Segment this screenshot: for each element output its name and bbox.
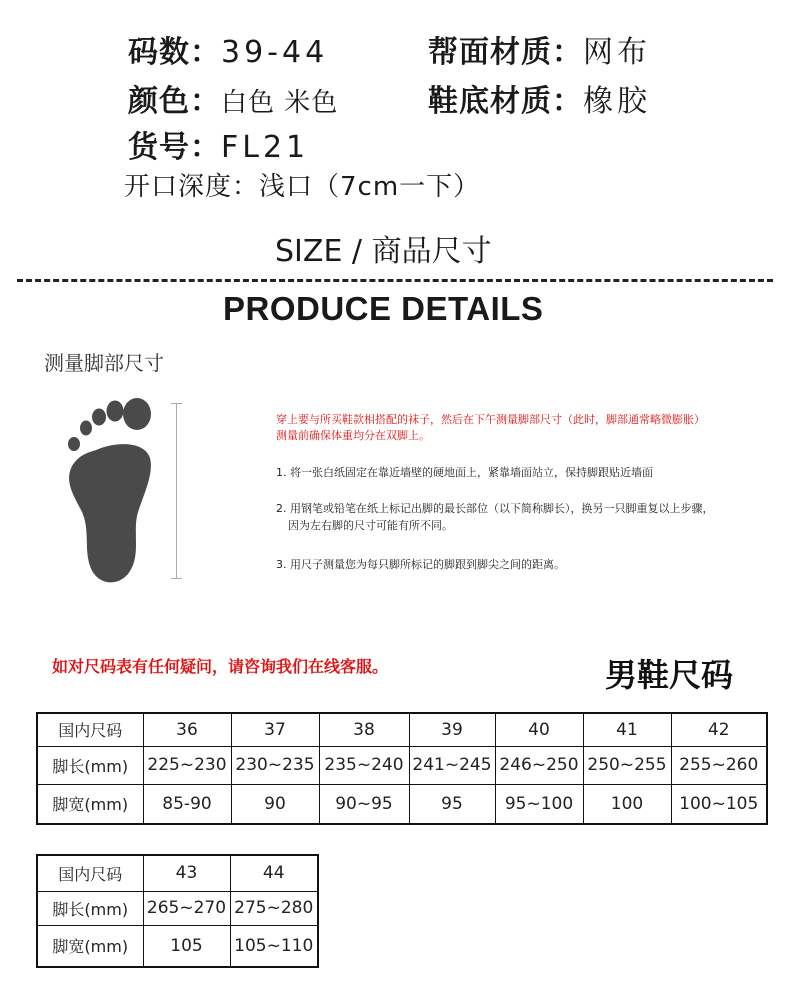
spec-depth: [124, 166, 480, 203]
measure-note-line1: 穿上要与所买鞋款相搭配的袜子，然后在下午测量脚部尺寸（此时，脚部通常略微膨胀）: [276, 413, 705, 426]
spec-color-label: 颜色：: [128, 84, 221, 119]
spec-size-value: 39-44: [221, 35, 329, 70]
table-cell: 43: [143, 855, 230, 891]
measure-title: 测量脚部尺寸: [44, 351, 164, 375]
table-cell: 国内尺码: [37, 713, 143, 746]
step-3: 3. 用尺子测量您为每只脚所标记的脚跟到脚尖之间的距离。: [276, 558, 565, 571]
table-cell: 脚宽(mm): [37, 925, 143, 967]
dashed-divider: [17, 279, 773, 282]
spec-size-label: 码数：: [128, 35, 221, 70]
table-cell: 40: [495, 713, 583, 746]
ruler-bottom-cap: [171, 578, 182, 579]
details-title: PRODUCE DETAILS: [223, 290, 544, 327]
faq-text: 如对尺码表有任何疑问，请咨询我们在线客服。: [52, 657, 389, 676]
spec-color: [128, 76, 338, 120]
size-title: SIZE / 商品尺寸: [275, 234, 492, 269]
table-cell: 225~230: [143, 746, 231, 784]
spec-sole: [428, 76, 651, 120]
table-cell: 85-90: [143, 784, 231, 824]
table-cell: 100: [583, 784, 671, 824]
ruler-top-cap: [171, 403, 182, 404]
table-cell: 脚长(mm): [37, 746, 143, 784]
table-cell: 95~100: [495, 784, 583, 824]
table-row: [37, 855, 318, 891]
table-row: [37, 713, 767, 746]
table-cell: 39: [409, 713, 495, 746]
table-row: [37, 746, 767, 784]
spec-item-value: FL21: [221, 130, 310, 165]
table-cell: 44: [230, 855, 318, 891]
table-cell: 105: [143, 925, 230, 967]
spec-upper-label: 帮面材质：: [428, 35, 583, 70]
spec-upper-value: 网布: [583, 35, 651, 70]
spec-depth-label: 开口深度：: [124, 172, 260, 202]
step-2: [276, 500, 781, 534]
table-cell: 246~250: [495, 746, 583, 784]
spec-item: [128, 122, 309, 166]
table-cell: 90: [231, 784, 319, 824]
table-cell: 42: [671, 713, 767, 746]
spec-sole-label: 鞋底材质：: [428, 84, 583, 119]
spec-sole-value: 橡胶: [583, 84, 651, 119]
spec-item-label: 货号：: [128, 130, 221, 165]
table-cell: 38: [319, 713, 409, 746]
table-cell: 235~240: [319, 746, 409, 784]
table-cell: 37: [231, 713, 319, 746]
spec-upper: [428, 27, 651, 71]
size-table-2: [36, 854, 319, 968]
table-cell: 41: [583, 713, 671, 746]
table-cell: 脚宽(mm): [37, 784, 143, 824]
table-row: [37, 784, 767, 824]
table-cell: 241~245: [409, 746, 495, 784]
table-cell: 105~110: [230, 925, 318, 967]
table-row: [37, 891, 318, 925]
foot-icon: [58, 398, 154, 584]
step-2-line2: 因为左右脚的尺寸可能有所不同。: [288, 519, 453, 532]
table-row: [37, 925, 318, 967]
ruler-icon: [176, 404, 177, 578]
table-cell: 255~260: [671, 746, 767, 784]
spec-size: [128, 27, 328, 71]
men-size-title: 男鞋尺码: [605, 656, 734, 694]
table-cell: 国内尺码: [37, 855, 143, 891]
step-1: 1. 将一张白纸固定在靠近墙壁的硬地面上，紧靠墙面站立，保持脚跟贴近墙面: [276, 466, 653, 479]
table-cell: 230~235: [231, 746, 319, 784]
table-cell: 100~105: [671, 784, 767, 824]
spec-depth-value: 浅口（7cm一下）: [259, 172, 481, 202]
step-2-line1: 2. 用钢笔或铅笔在纸上标记出脚的最长部位（以下简称脚长），换另一只脚重复以上步骤，: [276, 502, 714, 515]
measure-note: [276, 412, 776, 444]
table-cell: 265~270: [143, 891, 230, 925]
table-cell: 36: [143, 713, 231, 746]
measure-note-line2: 测量前确保体重均分在双脚上。: [276, 429, 430, 442]
table-cell: 95: [409, 784, 495, 824]
table-cell: 90~95: [319, 784, 409, 824]
table-cell: 250~255: [583, 746, 671, 784]
table-cell: 脚长(mm): [37, 891, 143, 925]
table-cell: 275~280: [230, 891, 318, 925]
size-table-1: [36, 712, 768, 825]
spec-color-value: 白色 米色: [221, 88, 339, 118]
